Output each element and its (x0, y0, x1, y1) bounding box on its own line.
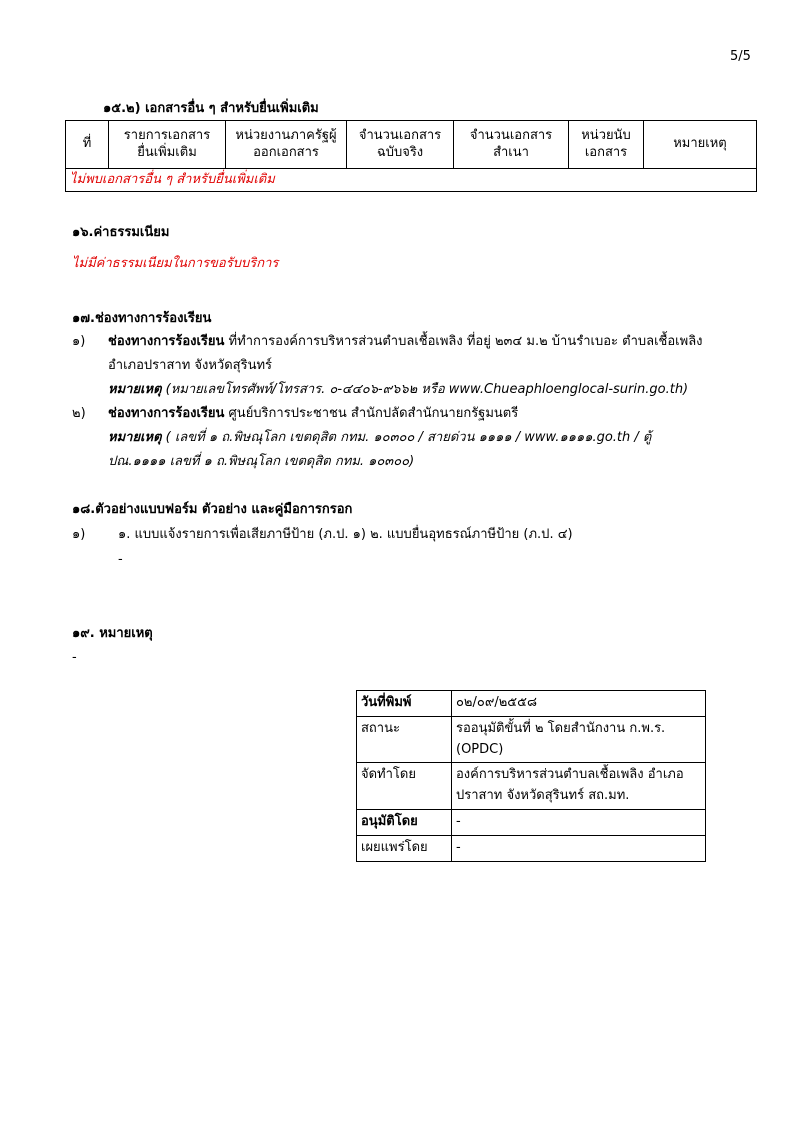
col-header-copy-count: จำนวนเอกสาร สำเนา (454, 121, 569, 169)
info-row-print-date (357, 691, 706, 717)
section-17-heading: ๑๗.ช่องทางการร้องเรียน (72, 311, 212, 326)
form-item-dash: - (118, 552, 123, 567)
complaint-channel-label: ช่องทางการร้องเรียน (108, 406, 225, 421)
complaint-item-1: ช่องทางการร้องเรียน ที่ทำการองค์การบริหารส่วนตำบลเชื้อเพลิง ที่อยู่ ๒๓๔ ม.๒ บ้านรำเบอะ ตำบลเชื้อเพลิง (108, 334, 703, 349)
section-15-2-heading: ๑๕.๒) เอกสารอื่น ๆ สำหรับยื่นเพิ่มเติม (103, 101, 319, 116)
col-header-unit: หน่วยนับ เอกสาร (569, 121, 644, 169)
complaint-item-1-number: ๑) (72, 334, 86, 349)
info-row-published-by (357, 835, 706, 861)
complaint-item-2: ช่องทางการร้องเรียน ศูนย์บริการประชาชน สำนักปลัดสำนักนายกรัฐมนตรี (108, 406, 519, 421)
col-header-remarks: หมายเหตุ (644, 121, 757, 169)
page-number: 5/5 (730, 49, 751, 64)
form-item-number: ๑) (72, 527, 86, 542)
approved-by-value: - (452, 809, 706, 835)
complaint-item-1-note: หมายเหตุ (หมายเลขโทรศัพท์/โทรสาร. ๐-๔๔๐๖-๙๖๖๒ หรือ www.Chueaphloenglocal-surin.go.th) (108, 382, 689, 397)
section-18-heading: ๑๘.ตัวอย่างแบบฟอร์ม ตัวอย่าง และคู่มือการกรอก (72, 502, 353, 517)
col-header-no: ที่ (66, 121, 109, 169)
fee-text: ไม่มีค่าธรรมเนียมในการขอรับบริการ (72, 256, 279, 271)
status-label: สถานะ (357, 716, 452, 763)
print-date-value: ๐๒/๐๙/๒๕๕๘ (452, 691, 706, 717)
approved-by-label: อนุมัติโดย (357, 809, 452, 835)
info-row-status (357, 716, 706, 763)
col-header-issuing-agency: หน่วยงานภาครัฐผู้ ออกเอกสาร (226, 121, 347, 169)
col-header-original-count: จำนวนเอกสาร ฉบับจริง (347, 121, 454, 169)
section-16-heading: ๑๖.ค่าธรรมเนียม (72, 225, 170, 240)
document-info-table (356, 690, 706, 862)
complaint-item-2-note: หมายเหตุ ( เลขที่ ๑ ถ.พิษณุโลก เขตดุสิต กทม. ๑๐๓๐๐ / สายด่วน ๑๑๑๑ / www.๑๑๑๑.go.th / ตู้ (108, 430, 652, 445)
print-date-label: วันที่พิมพ์ (357, 691, 452, 717)
col-header-document-list: รายการเอกสาร ยื่นเพิ่มเติม (109, 121, 226, 169)
additional-documents-table (65, 120, 757, 192)
form-item-text: ๑. แบบแจ้งรายการเพื่อเสียภาษีป้าย (ภ.ป. ๑) ๒. แบบยื่นอุทธรณ์ภาษีป้าย (ภ.ป. ๔) (118, 527, 573, 542)
info-row-prepared-by (357, 763, 706, 810)
prepared-by-label: จัดทำโดย (357, 763, 452, 810)
section-19-heading: ๑๙. หมายเหตุ (72, 626, 153, 641)
published-by-label: เผยแพร่โดย (357, 835, 452, 861)
published-by-value: - (452, 835, 706, 861)
remarks-text: - (72, 650, 77, 665)
complaint-item-1-line2: อำเภอปราสาท จังหวัดสุรินทร์ (108, 358, 273, 373)
status-value: รออนุมัติขั้นที่ ๒ โดยสำนักงาน ก.พ.ร. (OPDC) (452, 716, 706, 763)
info-row-approved-by (357, 809, 706, 835)
no-documents-text: ไม่พบเอกสารอื่น ๆ สำหรับยื่นเพิ่มเติม (66, 169, 757, 192)
table-header-row (66, 121, 757, 169)
table-row (66, 169, 757, 192)
complaint-item-2-note-line2: ปณ.๑๑๑๑ เลขที่ ๑ ถ.พิษณุโลก เขตดุสิต กทม. ๑๐๓๐๐) (108, 454, 415, 469)
prepared-by-value: องค์การบริหารส่วนตำบลเชื้อเพลิง อำเภอปราสาท จังหวัดสุรินทร์ สถ.มท. (452, 763, 706, 810)
complaint-item-2-number: ๒) (72, 406, 86, 421)
complaint-channel-label: ช่องทางการร้องเรียน (108, 334, 225, 349)
